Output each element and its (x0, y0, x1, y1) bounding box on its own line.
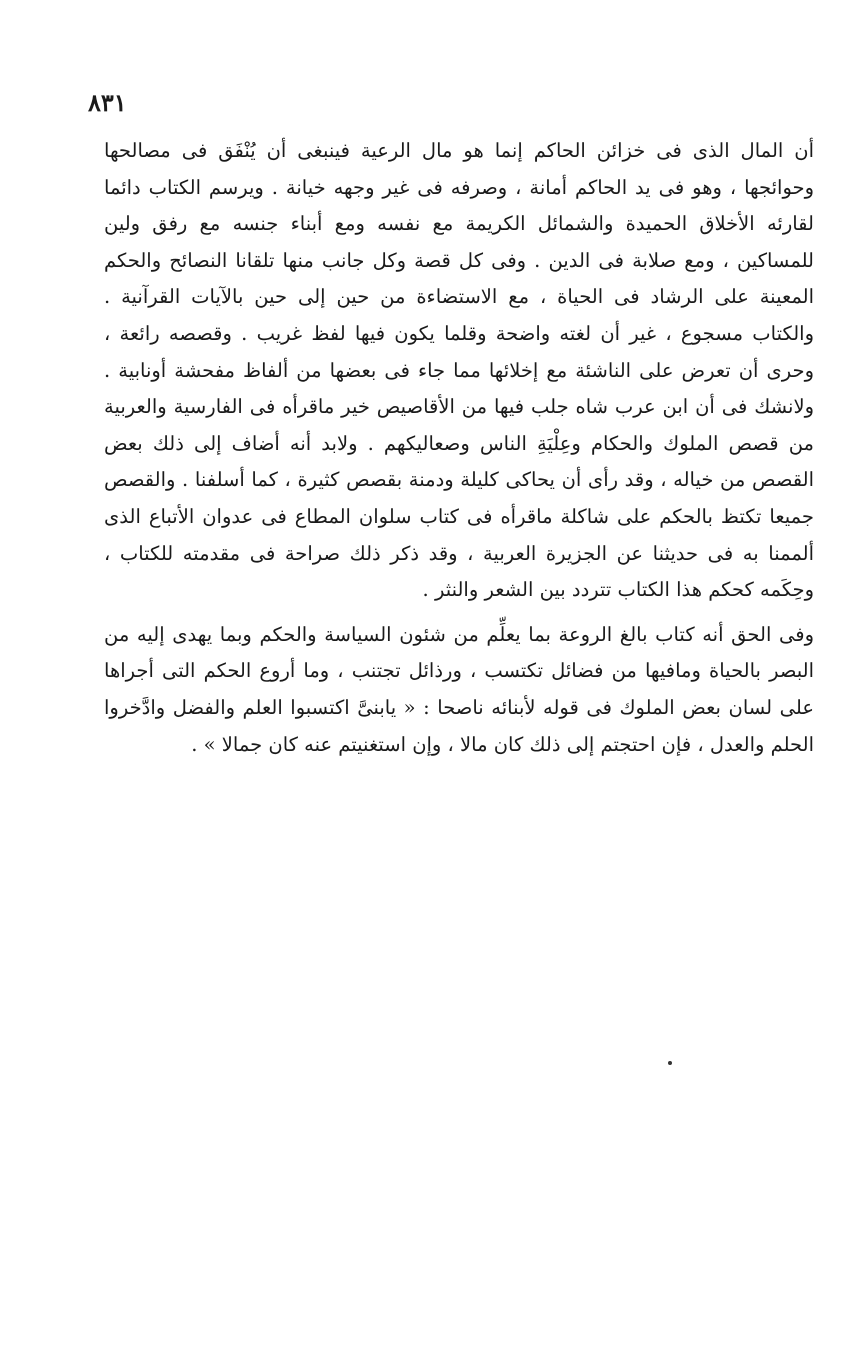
paragraph-1: أن المال الذى فى خزائن الحاكم إنما هو مال الرعية فينبغى أن يُنْفَق فى مصالحها وحوائجها ، وهو فى يد الحاكم أمانة ، وصرفه فى غير وجهه خيانة . ويرسم الكتاب دائما لقارئه الأخلاق الحميدة والشمائل الكريمة مع نفسه ومع أبناء جنسه مع رفق ولين للمساكين ، ومع صلابة فى الدين . وفى كل قصة وكل جانب منها تلقانا النصائح والحكم المعينة على الرشاد فى الحياة ، مع الاستضاءة من حين إلى حين بالآيات القرآنية . والكتاب مسجوع ، غير أن لغته واضحة وقلما يكون فيها لفظ غريب . وقصصه رائعة ، وحرى أن تعرض على الناشئة مع إخلائها مما جاء فى بعضها من ألفاظ مفحشة أونابية . ولانشك فى أن ابن عرب شاه جلب فيها من الأقاصيص خير ماقرأه فى الفارسية والعربية من قصص الملوك والحكام وعِلْيَةِ الناس وصعاليكهم . ولابد أنه أضاف إلى ذلك بعض القصص من خياله ، وقد رأى أن يحاكى كليلة ودمنة بقصص كثيرة ، كما أسلفنا . والقصص جميعا تكتظ بالحكم على شاكلة ماقرأه فى كتاب سلوان المطاع فى عدوان الأتباع الذى ألممنا به فى حديثنا عن الجزيرة العربية ، وقد ذكر ذلك صراحة فى مقدمته للكتاب ، وحِكَمه كحكم هذا الكتاب تتردد بين الشعر والنثر . (104, 139, 814, 602)
paragraph-2: وفى الحق أنه كتاب بالغ الروعة بما يعلِّم من شئون السياسة والحكم وبما يهدى إليه من البصر بالحياة ومافيها من فضائل تكتسب ، ورذائل تجتنب ، وما أروع الحكم التى أجراها على لسان بعض الملوك فى قوله لأبنائه ناصحا : « يابنىَّ اكتسبوا العلم والفضل وادَّخروا الحلم والعدل ، فإن احتجتم إلى ذلك كان مالا ، وإن استغنيتم عنه كان جمالا » . (104, 622, 814, 756)
body-text (104, 133, 814, 763)
print-speck (668, 1061, 672, 1065)
page-number: ٨٣١ (88, 88, 127, 117)
